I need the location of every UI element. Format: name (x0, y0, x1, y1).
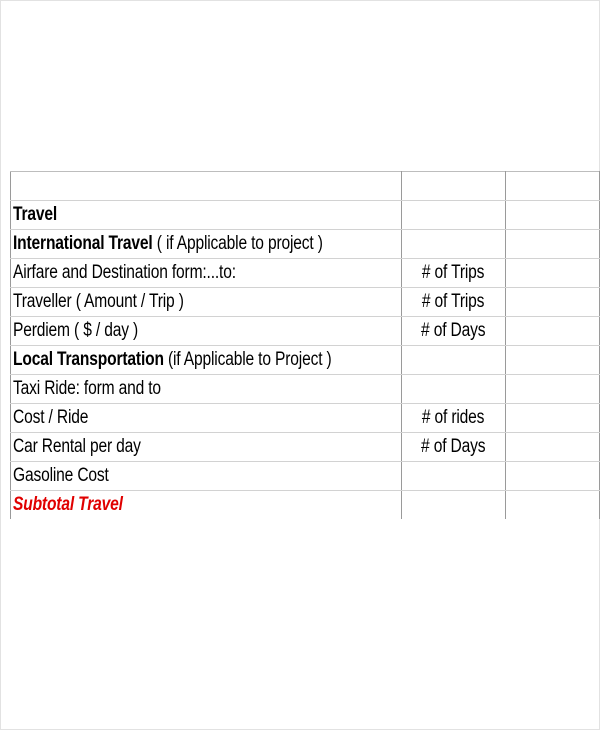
cell-units[interactable]: # of Days (402, 317, 505, 346)
table-row-airfare (11, 259, 600, 288)
cell-amount[interactable] (505, 462, 599, 491)
table-row-car-rental (11, 433, 600, 462)
cell-label[interactable]: Travel (11, 201, 402, 230)
cell-units[interactable]: # of Trips (402, 259, 505, 288)
table-row-blank (11, 172, 600, 201)
cell-units[interactable] (402, 346, 505, 375)
cell-amount[interactable] (505, 288, 599, 317)
table-row-local-transportation (11, 346, 600, 375)
cell-label[interactable]: Taxi Ride: form and to (11, 375, 402, 404)
cell-label[interactable]: Gasoline Cost (11, 462, 402, 491)
cell-amount[interactable] (505, 201, 599, 230)
cell-amount[interactable] (505, 230, 599, 259)
cell-units[interactable]: # of Trips (402, 288, 505, 317)
cell-units[interactable] (402, 230, 505, 259)
cell-label[interactable]: Cost / Ride (11, 404, 402, 433)
table-row-perdiem (11, 317, 600, 346)
table-row-gasoline (11, 462, 600, 491)
cell-units[interactable]: # of Days (402, 433, 505, 462)
cell-label[interactable]: Local Transportation (if Applicable to Project ) (11, 346, 402, 375)
table-row-cost-ride (11, 404, 600, 433)
cell-label[interactable]: Perdiem ( $ / day ) (11, 317, 402, 346)
cell-amount[interactable] (505, 491, 599, 520)
cell-amount[interactable] (505, 259, 599, 288)
cell-amount[interactable] (505, 433, 599, 462)
cell-units[interactable] (402, 172, 505, 201)
cell-amount[interactable] (505, 317, 599, 346)
cell-label[interactable]: Traveller ( Amount / Trip ) (11, 288, 402, 317)
table-row-subtotal-travel (11, 491, 600, 520)
table-row-travel-heading (11, 201, 600, 230)
cell-label[interactable] (11, 172, 402, 201)
cell-amount[interactable] (505, 375, 599, 404)
table-row-international-travel (11, 230, 600, 259)
cell-units[interactable] (402, 491, 505, 520)
cell-units[interactable] (402, 375, 505, 404)
cell-label[interactable]: International Travel ( if Applicable to project ) (11, 230, 402, 259)
cell-units[interactable] (402, 201, 505, 230)
cell-label[interactable]: Subtotal Travel (11, 491, 402, 520)
cell-amount[interactable] (505, 172, 599, 201)
cell-amount[interactable] (505, 404, 599, 433)
budget-spreadsheet (10, 171, 600, 519)
table-row-traveller (11, 288, 600, 317)
table-row-taxi-ride (11, 375, 600, 404)
cell-amount[interactable] (505, 346, 599, 375)
cell-label[interactable]: Car Rental per day (11, 433, 402, 462)
cell-units[interactable]: # of rides (402, 404, 505, 433)
cell-units[interactable] (402, 462, 505, 491)
cell-label[interactable]: Airfare and Destination form:...to: (11, 259, 402, 288)
